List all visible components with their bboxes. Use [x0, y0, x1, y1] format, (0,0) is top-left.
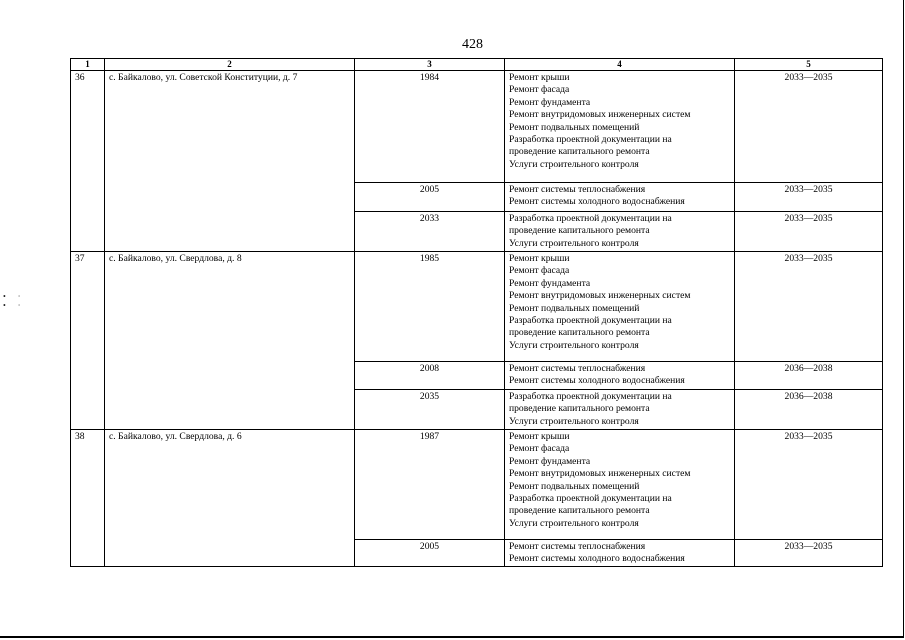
- work-item: проведение капитального ремонта: [509, 225, 650, 237]
- entry-year: 2008: [355, 362, 505, 390]
- entry-year: 1985: [355, 252, 505, 362]
- header-col-2: 2: [105, 59, 355, 71]
- record-number: 36: [71, 71, 105, 252]
- work-item: Ремонт фасада: [509, 443, 570, 455]
- work-item: Ремонт системы холодного водоснабжения: [509, 196, 685, 208]
- work-item: Разработка проектной документации на: [509, 134, 672, 146]
- work-item: Ремонт крыши: [509, 431, 570, 442]
- work-item: Услуги строительного контроля: [509, 339, 639, 351]
- work-item: Услуги строительного контроля: [509, 415, 639, 427]
- entry-period: 2033—2035: [735, 430, 883, 540]
- record-number: 38: [71, 430, 105, 567]
- work-item: Разработка проектной документации на: [509, 213, 672, 224]
- entry-period: 2033—2035: [735, 71, 883, 183]
- work-item: проведение капитального ремонта: [509, 403, 650, 415]
- table-row: [71, 430, 883, 540]
- work-item: Ремонт фундамента: [509, 96, 591, 108]
- entry-year: 2035: [355, 390, 505, 430]
- work-item: Ремонт внутридомовых инженерных систем: [509, 109, 691, 121]
- work-item: Ремонт подвальных помещений: [509, 480, 640, 492]
- work-item: Разработка проектной документации на: [509, 493, 672, 505]
- work-item: Ремонт внутридомовых инженерных систем: [509, 290, 691, 302]
- entry-year: 1984: [355, 71, 505, 183]
- work-item: Услуги строительного контроля: [509, 517, 639, 529]
- record-address: с. Байкалово, ул. Свердлова, д. 8: [105, 252, 355, 430]
- work-item: Ремонт системы теплоснабжения: [509, 363, 646, 374]
- record-number: 37: [71, 252, 105, 430]
- work-item: Разработка проектной документации на: [509, 315, 672, 327]
- header-col-3: 3: [355, 59, 505, 71]
- entry-works: [505, 252, 735, 362]
- page-number: 428: [462, 37, 483, 52]
- entry-year: 2005: [355, 183, 505, 212]
- work-item: Ремонт подвальных помещений: [509, 121, 640, 133]
- work-item: Ремонт крыши: [509, 72, 570, 83]
- work-item: Ремонт системы теплоснабжения: [509, 541, 646, 552]
- record-address: с. Байкалово, ул. Советской Конституции, д. 7: [105, 71, 355, 252]
- entry-period: 2033—2035: [735, 212, 883, 252]
- entry-year: 2033: [355, 212, 505, 252]
- entry-works: [505, 540, 735, 567]
- work-item: Ремонт фасада: [509, 84, 570, 96]
- entry-period: 2033—2035: [735, 540, 883, 567]
- record-address: с. Байкалово, ул. Свердлова, д. 6: [105, 430, 355, 567]
- work-item: проведение капитального ремонта: [509, 146, 650, 158]
- header-col-5: 5: [735, 59, 883, 71]
- work-item: проведение капитального ремонта: [509, 327, 650, 339]
- work-item: Ремонт системы холодного водоснабжения: [509, 375, 685, 387]
- work-item: Ремонт фундамента: [509, 455, 591, 467]
- header-row: [71, 59, 883, 71]
- work-item: Услуги строительного контроля: [509, 237, 639, 249]
- work-item: Ремонт системы холодного водоснабжения: [509, 553, 685, 565]
- entry-works: [505, 430, 735, 540]
- table-row: [71, 252, 883, 362]
- entry-year: 1987: [355, 430, 505, 540]
- work-item: Ремонт внутридомовых инженерных систем: [509, 468, 691, 480]
- margin-marks-text: • · • ·: [3, 292, 26, 310]
- entry-works: [505, 71, 735, 183]
- work-item: Ремонт системы теплоснабжения: [509, 184, 646, 195]
- work-item: Разработка проектной документации на: [509, 391, 672, 402]
- entry-period: 2036—2038: [735, 390, 883, 430]
- work-item: Ремонт фундамента: [509, 277, 591, 289]
- work-item: Ремонт подвальных помещений: [509, 302, 640, 314]
- entry-works: [505, 183, 735, 212]
- entry-works: [505, 362, 735, 390]
- entry-period: 2033—2035: [735, 252, 883, 362]
- work-item: Ремонт крыши: [509, 253, 570, 264]
- table-row: [71, 71, 883, 183]
- entry-works: [505, 390, 735, 430]
- repair-schedule-table: [70, 58, 883, 567]
- work-item: проведение капитального ремонта: [509, 505, 650, 517]
- entry-period: 2033—2035: [735, 183, 883, 212]
- entry-works: [505, 212, 735, 252]
- header-col-1: 1: [71, 59, 105, 71]
- header-col-4: 4: [505, 59, 735, 71]
- margin-marks: [3, 292, 25, 310]
- entry-year: 2005: [355, 540, 505, 567]
- work-item: Ремонт фасада: [509, 265, 570, 277]
- work-item: Услуги строительного контроля: [509, 158, 639, 170]
- entry-period: 2036—2038: [735, 362, 883, 390]
